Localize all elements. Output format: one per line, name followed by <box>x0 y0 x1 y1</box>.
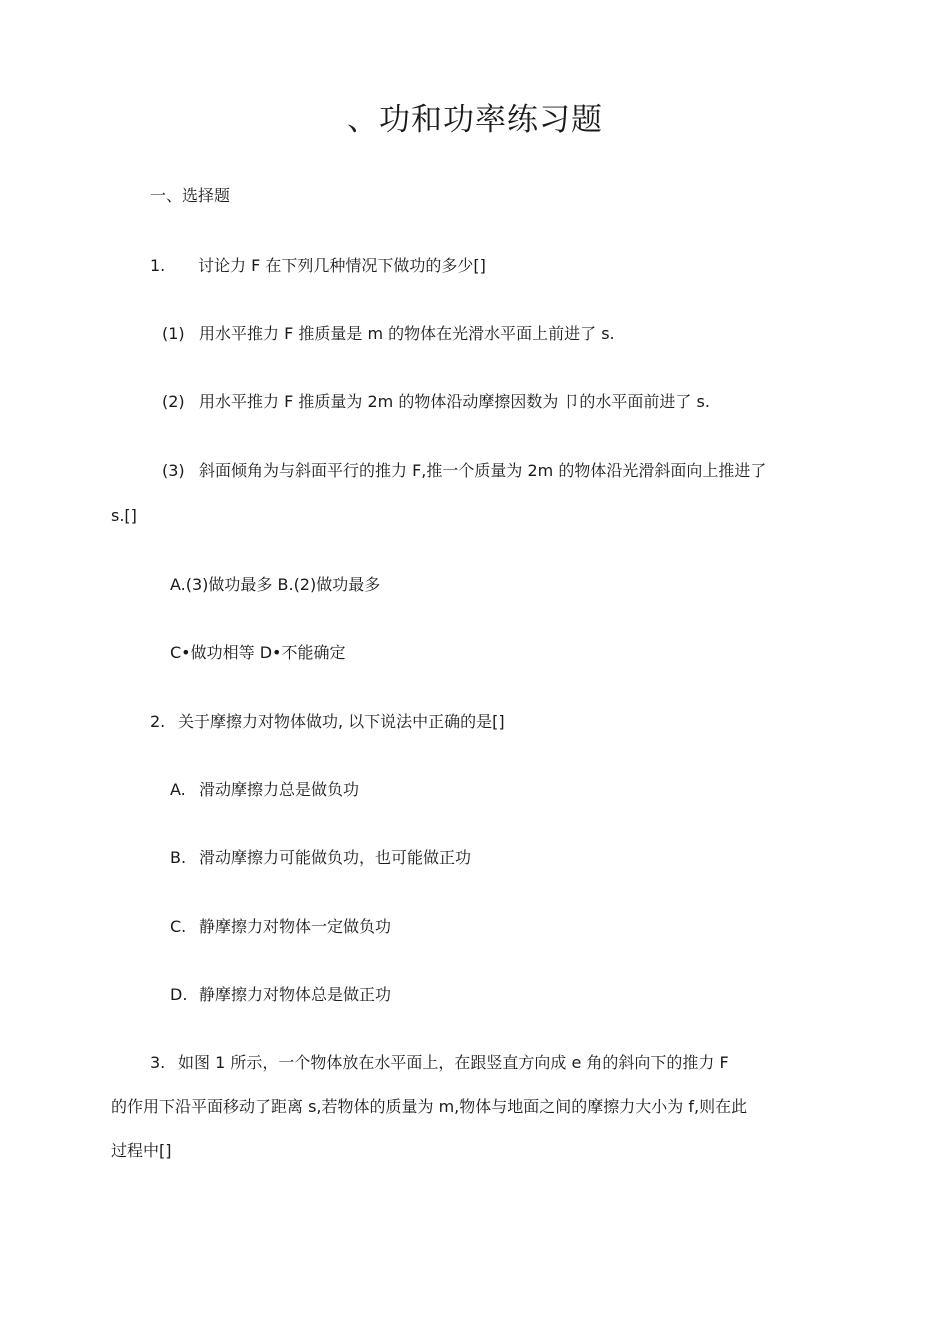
case-text: 用水平推力 F 推质量为 2m 的物体沿动摩擦因数为 卩的水平面前进了 s. <box>199 392 710 411</box>
case-3-continuation: s.[] <box>111 506 137 525</box>
option-label: C. <box>170 917 187 936</box>
question-3 <box>150 1052 729 1074</box>
option-text: 静摩擦力对物体总是做正功 <box>199 985 392 1004</box>
question-3-line-2: 的作用下沿平面移动了距离 s,若物体的质量为 m,物体与地面之间的摩擦力大小为 f,则在此 <box>111 1097 748 1116</box>
question-number: 2. <box>150 712 166 731</box>
question-number: 1. <box>150 256 166 275</box>
case-label: (3) <box>162 461 185 480</box>
question-1 <box>150 255 486 277</box>
option-text: 静摩擦力对物体一定做负功 <box>199 917 392 936</box>
option-label: D. <box>170 985 188 1004</box>
case-text: 用水平推力 F 推质量是 m 的物体在光滑水平面上前进了 s. <box>199 324 615 343</box>
page-title: 、功和功率练习题 <box>347 102 603 138</box>
option-d <box>170 984 391 1006</box>
case-2 <box>162 391 710 413</box>
case-label: (2) <box>162 392 185 411</box>
options-line-1: A.(3)做功最多 B.(2)做功最多 <box>170 575 381 594</box>
option-text: 滑动摩擦力总是做负功 <box>199 780 360 799</box>
question-2 <box>150 711 505 733</box>
option-a <box>170 779 359 801</box>
question-stem: 如图 1 所示，一个物体放在水平面上，在跟竖直方向成 e 角的斜向下的推力 F <box>178 1053 729 1072</box>
question-number: 3. <box>150 1053 166 1072</box>
case-3 <box>162 460 766 482</box>
case-1 <box>162 323 615 345</box>
question-stem: 讨论力 F 在下列几种情况下做功的多少[] <box>198 256 486 275</box>
option-text: 滑动摩擦力可能做负功，也可能做正功 <box>199 848 472 867</box>
section-heading: 一、选择题 <box>150 186 231 205</box>
question-3-line-3: 过程中[] <box>111 1141 172 1160</box>
option-label: B. <box>170 848 187 867</box>
options-line-2: C•做功相等 D•不能确定 <box>170 643 346 662</box>
case-label: (1) <box>162 324 185 343</box>
case-text: 斜面倾角为与斜面平行的推力 F,推一个质量为 2m 的物体沿光滑斜面向上推进了 <box>199 461 767 480</box>
option-c <box>170 916 391 938</box>
question-stem: 关于摩擦力对物体做功, 以下说法中正确的是[] <box>178 712 505 731</box>
option-b <box>170 847 471 869</box>
option-label: A. <box>170 780 186 799</box>
